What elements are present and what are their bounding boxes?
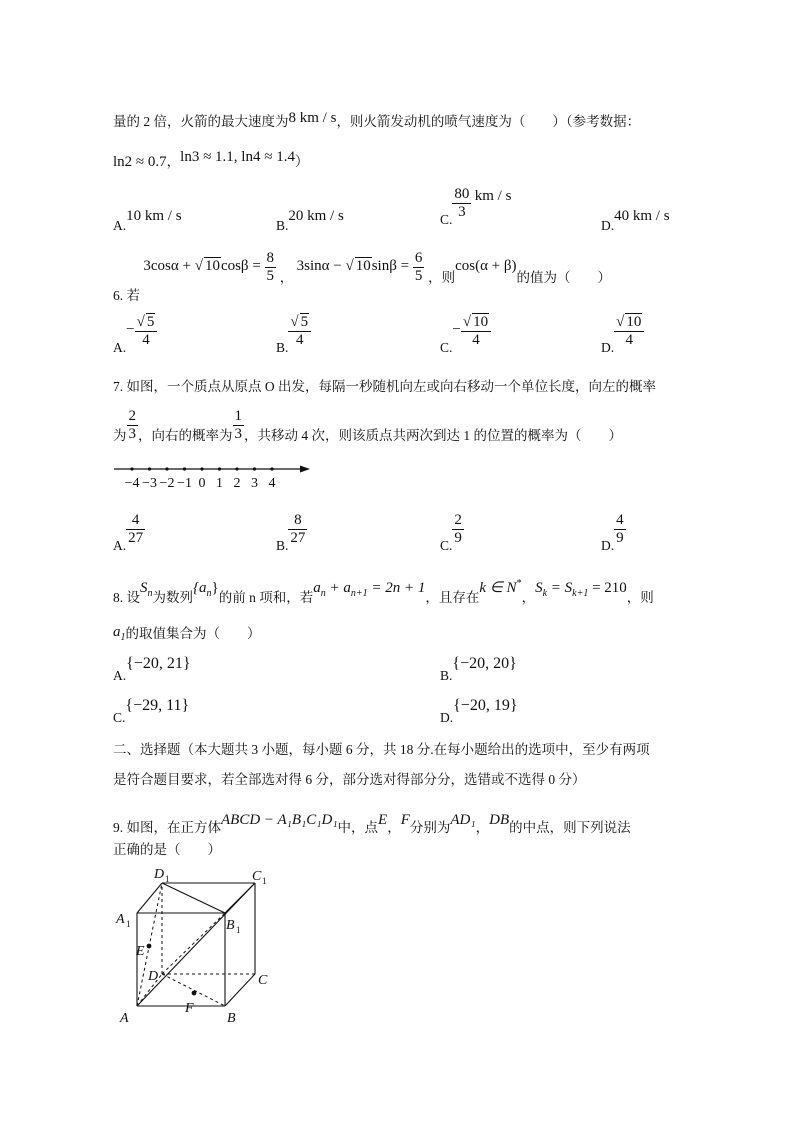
q9-text-2: ， bbox=[387, 820, 401, 835]
label-d1-sub: 1 bbox=[165, 874, 170, 884]
numerator: 1 bbox=[234, 408, 242, 424]
eq2-mid: sinβ = bbox=[371, 258, 413, 275]
option-value: {−20, 19} bbox=[453, 697, 518, 714]
p-right-fraction bbox=[233, 408, 245, 442]
option-label: D. bbox=[601, 538, 615, 554]
axis-tick-mark bbox=[165, 467, 168, 470]
q8-line2-text: 的取值集合为（ ） bbox=[125, 626, 261, 641]
option-unit: km / s bbox=[474, 188, 512, 205]
option-label: C. bbox=[440, 538, 453, 554]
label-b: B bbox=[227, 1011, 236, 1026]
numerator: √ 10 bbox=[461, 313, 491, 332]
eq2-fraction bbox=[413, 250, 425, 284]
axis-arrow bbox=[300, 466, 310, 473]
point-e: E bbox=[378, 812, 388, 828]
q7-text-c: ，共移动 4 次，则该质点共两次到达 1 的位置的概率为（ ） bbox=[244, 428, 622, 444]
eq1-lhs: 3cosα + bbox=[143, 258, 195, 275]
q6-option-b bbox=[276, 313, 311, 355]
numerator: 8 bbox=[266, 250, 275, 266]
q8-line-2 bbox=[113, 620, 261, 643]
option-fraction bbox=[614, 512, 626, 546]
sn: S bbox=[140, 580, 148, 596]
numerator: 6 bbox=[414, 250, 423, 266]
label-e: E bbox=[136, 944, 145, 959]
option-fraction bbox=[461, 313, 491, 348]
option-label: D. bbox=[440, 710, 454, 725]
ref-ln2: ln2 ≈ 0.7 bbox=[113, 154, 167, 170]
denominator: 5 bbox=[266, 267, 275, 284]
axis-tick-mark bbox=[270, 467, 273, 470]
label-f: F bbox=[185, 1001, 194, 1016]
diag-ac1 bbox=[137, 883, 255, 1006]
axis-tick-mark bbox=[200, 467, 203, 470]
option-fraction bbox=[452, 186, 471, 220]
q6-tail: 的值为（ ） bbox=[516, 270, 612, 286]
axis-tick-label: 3 bbox=[251, 476, 258, 491]
denominator: 4 bbox=[142, 331, 150, 348]
label-a: A bbox=[120, 1011, 129, 1026]
q6-option-c bbox=[440, 313, 491, 355]
q9-text-5: 的中点，则下列说法 bbox=[509, 820, 631, 835]
q5-option-b bbox=[276, 208, 344, 233]
q7-option-b bbox=[276, 512, 307, 554]
point-f-dot bbox=[192, 991, 197, 996]
label-a1: A bbox=[116, 912, 125, 927]
question-6 bbox=[113, 250, 612, 304]
denominator: 4 bbox=[472, 331, 480, 348]
numerator: 80 bbox=[454, 186, 470, 202]
denominator: 9 bbox=[454, 529, 462, 546]
q8-line-1 bbox=[113, 576, 654, 605]
point-e-dot bbox=[147, 944, 152, 949]
q7-text-a: 为 bbox=[113, 428, 127, 444]
denominator: 3 bbox=[234, 425, 242, 442]
sk-rhs: = 210 bbox=[588, 580, 627, 596]
q7-option-a bbox=[113, 512, 145, 554]
recurrence-a: a bbox=[313, 580, 321, 596]
edge-bc bbox=[225, 974, 255, 1006]
ref-ln3-ln4: ln3 ≈ 1.1, ln4 ≈ 1.4 bbox=[180, 149, 295, 165]
label-c1-sub: 1 bbox=[262, 876, 267, 886]
q7-option-d bbox=[601, 512, 626, 554]
label-b1-sub: 1 bbox=[236, 925, 241, 935]
label-b1: B bbox=[226, 918, 235, 933]
option-sign: − bbox=[452, 321, 461, 338]
option-value: {−29, 11} bbox=[125, 697, 190, 714]
comma: ， bbox=[166, 154, 181, 169]
numerator: √ 5 bbox=[288, 313, 311, 332]
cube-diagram bbox=[110, 866, 280, 1031]
segment-ad1: AD₁ bbox=[450, 812, 476, 828]
intro-line-1 bbox=[113, 110, 640, 131]
a1-sub: 1 bbox=[120, 632, 126, 643]
numerator: 4 bbox=[616, 512, 624, 528]
axis-tick-mark bbox=[253, 467, 256, 470]
recurrence-sub1: n bbox=[320, 588, 326, 599]
option-value: 20 km / s bbox=[288, 208, 344, 224]
option-value: 40 km / s bbox=[614, 208, 670, 224]
label-c: C bbox=[258, 973, 268, 988]
denominator: 27 bbox=[290, 529, 306, 546]
point-f: F bbox=[400, 812, 410, 828]
eq2-lhs: 3sinα − bbox=[296, 258, 346, 275]
q5-option-c bbox=[440, 186, 512, 228]
denominator: 9 bbox=[616, 529, 624, 546]
q5-option-d bbox=[601, 208, 670, 233]
option-label: C. bbox=[440, 339, 453, 355]
axis-tick-mark bbox=[148, 467, 151, 470]
axis-tick-mark bbox=[130, 467, 133, 470]
denominator: 3 bbox=[458, 203, 466, 220]
numerator: 4 bbox=[126, 512, 145, 530]
q6-number: 6. 若 bbox=[113, 288, 140, 304]
q6-option-d bbox=[601, 313, 644, 355]
axis-tick-label: 2 bbox=[233, 476, 241, 491]
denominator: 3 bbox=[128, 425, 136, 442]
q7-text-b: ，向右的概率为 bbox=[138, 428, 233, 444]
numerator: 2 bbox=[128, 408, 136, 424]
option-value: {−20, 20} bbox=[452, 655, 517, 672]
segment-db: DB bbox=[489, 812, 510, 828]
diag-db1 bbox=[162, 913, 225, 974]
q8-text-4: ， bbox=[521, 590, 536, 605]
option-sign: − bbox=[126, 321, 135, 338]
q9-text-4: ， bbox=[475, 820, 490, 835]
number-line bbox=[110, 462, 320, 492]
q6-eq2: 3sinα − √ 10sinβ = $\frac{6}{5}$ bbox=[296, 250, 423, 284]
k-in-n: k ∈ N bbox=[479, 580, 517, 596]
sep: ， bbox=[279, 270, 294, 286]
denominator: 5 bbox=[414, 267, 423, 284]
denominator: 4 bbox=[625, 331, 633, 348]
close-paren: ） bbox=[294, 154, 309, 169]
intro-line-2 bbox=[113, 150, 308, 171]
radicand: 5 bbox=[300, 314, 309, 330]
q8-option-c bbox=[113, 697, 190, 725]
option-fraction bbox=[288, 313, 311, 348]
axis-tick-label: −3 bbox=[142, 476, 157, 491]
label-d1: D bbox=[154, 867, 165, 882]
eq1-fraction bbox=[265, 250, 277, 284]
option-fraction bbox=[126, 512, 145, 546]
q9-text-3: 分别为 bbox=[409, 820, 451, 835]
eq2-radicand: 10 bbox=[355, 258, 371, 275]
option-label: B. bbox=[440, 668, 453, 683]
radicand: 10 bbox=[473, 314, 489, 330]
option-label: B. bbox=[276, 339, 289, 355]
option-value: 10 km / s bbox=[126, 208, 182, 224]
numerator: 2 bbox=[454, 512, 462, 528]
q6-option-a bbox=[113, 313, 157, 355]
numerator: √ 10 bbox=[614, 313, 644, 332]
q6-eq1: 3cosα + √ 10cosβ = $\frac{8}{5}$ bbox=[143, 250, 275, 284]
intro-text-a: 量的 2 倍，火箭的最大速度为 bbox=[113, 114, 289, 129]
option-fraction bbox=[614, 313, 644, 348]
sk: S bbox=[535, 580, 543, 596]
option-label: D. bbox=[601, 218, 615, 233]
sequence: {a bbox=[193, 580, 207, 596]
sequence-sub: n bbox=[206, 588, 212, 599]
radicand: 5 bbox=[146, 314, 155, 330]
option-value: {−20, 21} bbox=[126, 655, 191, 672]
q9-text-1: 中，点 bbox=[337, 820, 379, 835]
section-2-line-1: 二、选择题（本大题共 3 小题，每小题 6 分，共 18 分.在每小题给出的选项中，至少有两项 bbox=[113, 742, 650, 757]
option-label: A. bbox=[113, 538, 127, 554]
option-fraction bbox=[135, 313, 158, 348]
diag-d1b1 bbox=[162, 883, 225, 913]
intro-text-b: ，则火箭发动机的喷气速度为（ ）（参考数据： bbox=[336, 114, 641, 129]
option-label: D. bbox=[601, 339, 615, 355]
option-label: C. bbox=[440, 212, 453, 228]
q8-option-a bbox=[113, 655, 191, 683]
axis-tick-label: 4 bbox=[268, 476, 276, 491]
a1: a bbox=[113, 624, 121, 640]
option-label: C. bbox=[113, 710, 126, 725]
q8-option-d bbox=[440, 697, 518, 725]
option-label: B. bbox=[276, 538, 289, 554]
label-a1-sub: 1 bbox=[126, 919, 131, 929]
sn-sub: n bbox=[147, 588, 153, 599]
q7-line-1: 7. 如图，一个质点从原点 O 出发，每隔一秒随机向左或向右移动一个单位长度，向左的概率 bbox=[113, 379, 656, 394]
q8-text-1: 为数列 bbox=[152, 590, 193, 605]
then-text: ，则 bbox=[428, 270, 456, 286]
recurrence-sub2: n+1 bbox=[350, 588, 368, 599]
q9-number: 9. 如图，在正方体 bbox=[113, 820, 221, 835]
q7-line-2 bbox=[113, 408, 622, 442]
denominator: 27 bbox=[128, 529, 144, 546]
axis-tick-mark bbox=[183, 467, 186, 470]
eq1-radicand: 10 bbox=[204, 258, 220, 275]
q8-number: 8. 设 bbox=[113, 590, 140, 605]
q9-line-2: 正确的是（ ） bbox=[113, 842, 221, 857]
axis-tick-label: 0 bbox=[198, 476, 206, 491]
sequence-close: } bbox=[211, 580, 219, 596]
numerator: 8 bbox=[288, 512, 307, 530]
p-left-fraction bbox=[127, 408, 139, 442]
q7-option-c bbox=[440, 512, 464, 554]
sk-sub: k bbox=[542, 588, 548, 599]
q6-expression: cos(α + β) bbox=[455, 258, 517, 275]
axis-tick-mark bbox=[235, 467, 238, 470]
option-label: B. bbox=[276, 218, 289, 233]
sk-sub2: k+1 bbox=[572, 588, 589, 599]
cube-name: ABCD − A₁B₁C₁D₁ bbox=[221, 812, 338, 828]
label-c1: C bbox=[252, 869, 262, 884]
axis-tick-mark bbox=[218, 467, 221, 470]
k-sup: * bbox=[516, 578, 522, 589]
q5-option-a bbox=[113, 208, 182, 233]
axis-tick-label: −4 bbox=[124, 476, 140, 491]
q8-option-b bbox=[440, 655, 517, 683]
option-label: A. bbox=[113, 339, 127, 355]
q9-line-1 bbox=[113, 808, 631, 835]
recurrence-rhs: = 2n + 1 bbox=[367, 580, 426, 596]
option-label: A. bbox=[113, 218, 127, 233]
recurrence-mid: + a bbox=[325, 580, 351, 596]
eq1-mid: cosβ = bbox=[220, 258, 265, 275]
numerator: √ 5 bbox=[135, 313, 158, 332]
edge-a1d1 bbox=[137, 883, 162, 913]
denominator: 4 bbox=[296, 331, 304, 348]
radicand: 10 bbox=[626, 314, 642, 330]
max-speed: 8 km / s bbox=[288, 110, 337, 126]
axis-tick-label: 1 bbox=[216, 476, 223, 491]
axis-tick-label: −1 bbox=[177, 476, 192, 491]
option-fraction bbox=[288, 512, 307, 546]
section-2-line-2: 是符合题目要求，若全部选对得 6 分，部分选对得部分分，选错或不选得 0 分） bbox=[113, 772, 586, 787]
q8-text-3: ，且存在 bbox=[425, 590, 480, 605]
q8-text-2: 的前 n 项和，若 bbox=[218, 590, 314, 605]
option-label: A. bbox=[113, 668, 127, 683]
q8-text-5: ，则 bbox=[626, 590, 654, 605]
sk-mid: = S bbox=[547, 580, 573, 596]
axis-tick-label: −2 bbox=[159, 476, 175, 491]
label-d: D bbox=[148, 969, 159, 984]
option-fraction bbox=[452, 512, 464, 546]
